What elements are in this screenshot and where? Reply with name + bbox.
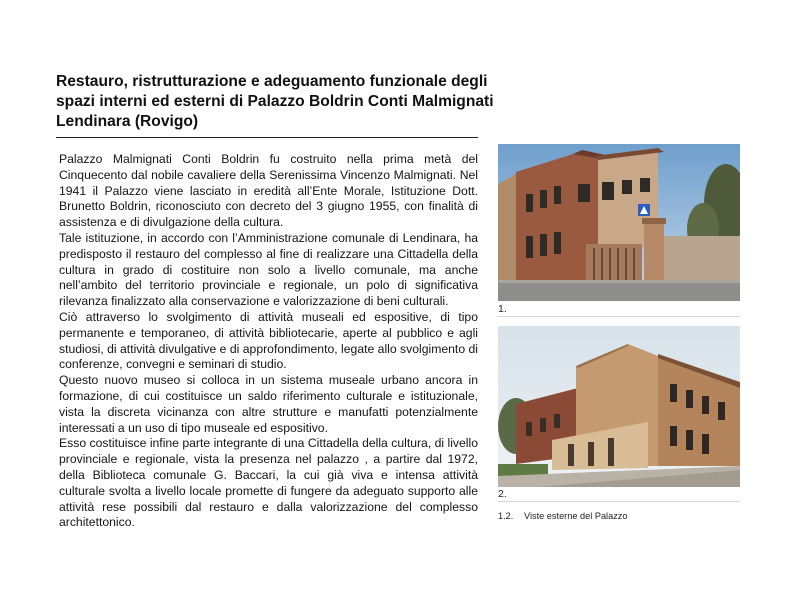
title-divider: [56, 137, 478, 138]
figure-2-label: 2.: [498, 488, 507, 500]
figure-2-photo: [498, 326, 740, 487]
title-line-3: Lendinara (Rovigo): [56, 113, 199, 130]
figure-caption: [498, 511, 740, 522]
paragraph-activities: Ciò attraverso lo svolgimento di attività museali ed espositive, di tipo permanente e temporaneo, di attività bibliotecarie, aperte al pubblico e agli studiosi, di attività divulgative e di approfondimento, legate allo svolgimento di conferenze, convegni e seminari di studio.: [59, 309, 478, 372]
figure-1-divider: [498, 316, 740, 317]
page-title: [56, 72, 496, 132]
figure-2-divider: [498, 501, 740, 502]
caption-text: Viste esterne del Palazzo: [524, 511, 628, 521]
caption-numbers: 1.2.: [498, 511, 514, 521]
figure-1-label: 1.: [498, 303, 507, 315]
paragraph-cittadella: Esso costituisce infine parte integrante di una Cittadella della cultura, di livello provinciale e regionale, vista la presenza nel palazzo , a partire dal 1972, della Biblioteca comunale G. Baccari, la cui già viva e intensa attività culturale svolta a livello locale promette di fungere da adeguato supporto alle attività rese possibili dal restauro e dalla valorizzazione del complesso architettonico.: [59, 436, 478, 530]
paragraph-museum-system: Questo nuovo museo si colloca in un sistema museale urbano ancora in formazione, di cui costituisce un saldo riferimento culturale e istituzionale, vista la discreta vicinanza con altre strutture e manufatti potenzialmente interessati a un uso di tipo museale ed espositivo.: [59, 373, 478, 435]
body-text: [59, 152, 478, 531]
figure-1-photo: [498, 144, 740, 301]
paragraph-restoration: Tale istituzione, in accordo con l’Amministrazione comunale di Lendinara, ha predisposto il restauro del complesso al fine di realizzare una Cittadella della cultura in grado di costituire non solo a livello comunale, ma anche nell’ambito del territorio provinciale e regionale, un polo di significativa rilevanza finalizzato alla conservazione e valorizzazione di beni culturali.: [59, 230, 478, 309]
paragraph-history: Palazzo Malmignati Conti Boldrin fu costruito nella prima metà del Cinquecento dal nobile cavaliere della Serenissima Vincenzo Malmignati. Nel 1941 il Palazzo viene lasciato in eredità all’Ente Morale, Istituzione Dott. Brunetto Boldrin, riconosciuto con decreto del 3 giugno 1955, con finalità di assistenza e di divulgazione della cultura.: [59, 152, 478, 230]
title-line-1: Restauro, ristrutturazione e adeguamento funzionale degli: [56, 73, 488, 90]
title-line-2: spazi interni ed esterni di Palazzo Boldrin Conti Malmignati: [56, 93, 494, 110]
